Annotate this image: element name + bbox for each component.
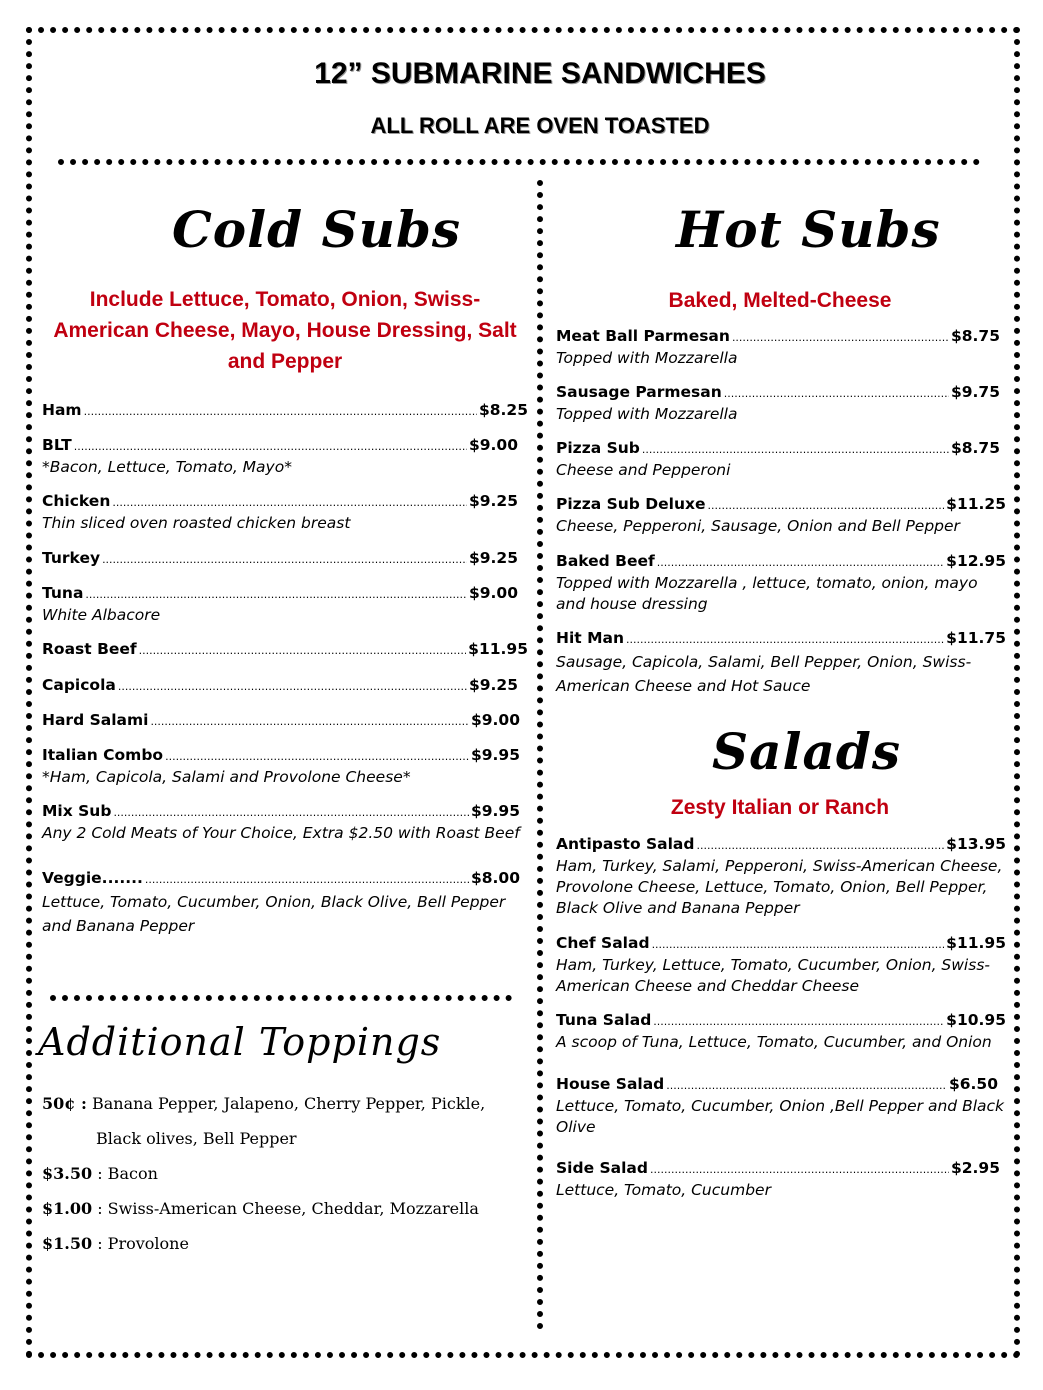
item-price: $11.95 bbox=[468, 640, 528, 658]
leader-dots bbox=[84, 400, 477, 422]
item-price: $13.95 bbox=[946, 835, 1006, 853]
item-name: Chicken bbox=[42, 492, 111, 510]
topping-text: Banana Pepper, Jalapeno, Cherry Pepper, Pickle, bbox=[91, 1094, 486, 1113]
leader-dots bbox=[696, 834, 944, 856]
leader-dots bbox=[652, 933, 945, 955]
leader-dots bbox=[642, 438, 949, 460]
topping-text: : Bacon bbox=[97, 1164, 158, 1183]
cold-item-tuna bbox=[42, 583, 518, 626]
item-price: $11.95 bbox=[946, 934, 1006, 952]
hot-subs-note: Baked, Melted-Cheese bbox=[668, 289, 892, 312]
item-name: BLT bbox=[42, 436, 72, 454]
leader-dots bbox=[708, 494, 945, 516]
leader-dots bbox=[724, 382, 949, 404]
item-name: Roast Beef bbox=[42, 640, 137, 658]
item-name: Veggie....... bbox=[42, 869, 143, 887]
salad-item-antipasto bbox=[556, 834, 1006, 919]
item-desc: Topped with Mozzarella bbox=[556, 405, 738, 423]
item-desc: White Albacore bbox=[42, 606, 161, 624]
item-desc: Ham, Turkey, Lettuce, Tomato, Cucumber, Onion, Swiss-American Cheese and Cheddar Cheese bbox=[556, 956, 990, 995]
item-name: Hard Salami bbox=[42, 711, 149, 729]
cold-item-mix-sub bbox=[42, 801, 520, 844]
column-divider bbox=[537, 180, 543, 1330]
salads-heading: Salads bbox=[712, 722, 902, 781]
item-price: $9.25 bbox=[468, 492, 518, 510]
item-name: Antipasto Salad bbox=[556, 835, 695, 853]
salads-note: Zesty Italian or Ranch bbox=[670, 796, 890, 819]
topping-price: 50¢ : bbox=[42, 1094, 87, 1113]
item-price: $9.25 bbox=[468, 676, 518, 694]
item-name: Tuna bbox=[42, 584, 84, 602]
salad-item-house bbox=[556, 1074, 1005, 1138]
item-desc: Cheese and Pepperoni bbox=[556, 461, 731, 479]
topping-text: : Provolone bbox=[97, 1234, 189, 1253]
item-desc: Ham, Turkey, Salami, Pepperoni, Swiss-American Cheese, Provolone Cheese, Lettuce, Tomato, Onion, Bell Pepper, Black Olive and Banana Pepper bbox=[556, 857, 1003, 917]
item-name: Turkey bbox=[42, 549, 101, 567]
item-desc: A scoop of Tuna, Lettuce, Tomato, Cucumber, and Onion bbox=[556, 1033, 992, 1051]
hot-item-baked-beef bbox=[556, 551, 1006, 615]
topping-row-provolone bbox=[42, 1234, 502, 1253]
item-name: Chef Salad bbox=[556, 934, 650, 952]
item-name: Hit Man bbox=[556, 629, 625, 647]
item-price: $9.95 bbox=[470, 802, 520, 820]
item-desc: Lettuce, Tomato, Cucumber, Onion, Black Olive, Bell Pepper and Banana Pepper bbox=[42, 893, 506, 935]
hot-item-pizza-sub-deluxe bbox=[556, 494, 1006, 537]
header-divider bbox=[58, 159, 980, 165]
item-name: House Salad bbox=[556, 1075, 665, 1093]
cold-subs-heading: Cold Subs bbox=[172, 200, 462, 259]
topping-text: Black olives, Bell Pepper bbox=[96, 1129, 297, 1148]
menu-title: 12” SUBMARINE SANDWICHES bbox=[314, 57, 766, 90]
leader-dots bbox=[145, 868, 469, 890]
leader-dots bbox=[626, 628, 944, 650]
item-price: $11.75 bbox=[946, 629, 1006, 647]
item-price: $9.00 bbox=[468, 584, 518, 602]
item-price: $6.50 bbox=[948, 1075, 998, 1093]
item-name: Pizza Sub bbox=[556, 439, 640, 457]
item-price: $8.75 bbox=[950, 439, 1000, 457]
item-price: $12.95 bbox=[946, 552, 1006, 570]
topping-row-50c bbox=[42, 1094, 502, 1113]
topping-row-50c-cont bbox=[96, 1129, 556, 1148]
item-name: Sausage Parmesan bbox=[556, 383, 722, 401]
toppings-divider bbox=[50, 995, 512, 1001]
item-price: $2.95 bbox=[950, 1159, 1000, 1177]
cold-item-capicola bbox=[42, 675, 518, 697]
leader-dots bbox=[112, 491, 467, 513]
item-desc: *Bacon, Lettuce, Tomato, Mayo* bbox=[42, 458, 292, 476]
item-price: $9.25 bbox=[468, 549, 518, 567]
item-name: Tuna Salad bbox=[556, 1011, 652, 1029]
topping-row-cheese bbox=[42, 1199, 502, 1218]
toppings-heading: Additional Toppings bbox=[38, 1020, 442, 1064]
item-desc: Topped with Mozzarella , lettuce, tomato, onion, mayo and house dressing bbox=[556, 574, 978, 613]
item-desc: Cheese, Pepperoni, Sausage, Onion and Bell Pepper bbox=[556, 517, 960, 535]
item-price: $8.25 bbox=[478, 401, 528, 419]
cold-item-ham bbox=[42, 400, 528, 422]
cold-item-roast-beef bbox=[42, 639, 528, 661]
topping-row-bacon bbox=[42, 1164, 502, 1183]
topping-text: : Swiss-American Cheese, Cheddar, Mozzarella bbox=[97, 1199, 479, 1218]
item-name: Ham bbox=[42, 401, 82, 419]
leader-dots bbox=[139, 639, 467, 661]
cold-item-blt bbox=[42, 435, 518, 478]
hot-subs-heading: Hot Subs bbox=[676, 200, 941, 259]
cold-item-hard-salami bbox=[42, 710, 520, 732]
item-name: Baked Beef bbox=[556, 552, 655, 570]
leader-dots bbox=[666, 1074, 947, 1096]
item-name: Italian Combo bbox=[42, 746, 164, 764]
leader-dots bbox=[113, 801, 469, 823]
item-desc: *Ham, Capicola, Salami and Provolone Cheese* bbox=[42, 768, 411, 786]
item-price: $9.00 bbox=[468, 436, 518, 454]
leader-dots bbox=[85, 583, 467, 605]
item-desc: Lettuce, Tomato, Cucumber, Onion ,Bell Pepper and Black Olive bbox=[556, 1097, 1005, 1136]
cold-item-turkey bbox=[42, 548, 518, 570]
salad-item-side bbox=[556, 1158, 1000, 1201]
topping-price: $1.00 bbox=[42, 1199, 93, 1218]
cold-item-italian-combo bbox=[42, 745, 520, 788]
topping-price: $3.50 bbox=[42, 1164, 93, 1183]
item-price: $8.00 bbox=[470, 869, 520, 887]
leader-dots bbox=[102, 548, 467, 570]
cold-item-veggie bbox=[42, 868, 520, 938]
leader-dots bbox=[165, 745, 469, 767]
item-name: Capicola bbox=[42, 676, 116, 694]
leader-dots bbox=[74, 435, 467, 457]
item-price: $9.95 bbox=[470, 746, 520, 764]
salad-item-tuna bbox=[556, 1010, 1006, 1053]
salad-item-chef bbox=[556, 933, 1006, 997]
item-price: $8.75 bbox=[950, 327, 1000, 345]
leader-dots bbox=[657, 551, 944, 573]
item-desc: Lettuce, Tomato, Cucumber bbox=[556, 1181, 771, 1199]
item-desc: Topped with Mozzarella bbox=[556, 349, 738, 367]
hot-item-sausage-parmesan bbox=[556, 382, 1000, 425]
cold-subs-note: Include Lettuce, Tomato, Onion, Swiss-American Cheese, Mayo, House Dressing, Salt and Pepper bbox=[53, 288, 517, 373]
item-desc: Thin sliced oven roasted chicken breast bbox=[42, 514, 351, 532]
menu-subtitle: ALL ROLL ARE OVEN TOASTED bbox=[370, 113, 710, 138]
hot-item-hit-man bbox=[556, 628, 1006, 698]
cold-item-chicken bbox=[42, 491, 518, 534]
hot-item-pizza-sub bbox=[556, 438, 1000, 481]
item-name: Mix Sub bbox=[42, 802, 112, 820]
leader-dots bbox=[150, 710, 469, 732]
item-desc: Any 2 Cold Meats of Your Choice, Extra $2.50 with Roast Beef bbox=[42, 824, 520, 842]
item-price: $9.00 bbox=[470, 711, 520, 729]
item-name: Pizza Sub Deluxe bbox=[556, 495, 706, 513]
item-price: $10.95 bbox=[946, 1011, 1006, 1029]
item-name: Side Salad bbox=[556, 1159, 648, 1177]
leader-dots bbox=[118, 675, 467, 697]
leader-dots bbox=[653, 1010, 944, 1032]
hot-item-meat-ball-parmesan bbox=[556, 326, 1000, 369]
item-price: $9.75 bbox=[950, 383, 1000, 401]
item-desc: Sausage, Capicola, Salami, Bell Pepper, Onion, Swiss-American Cheese and Hot Sauce bbox=[556, 653, 972, 695]
leader-dots bbox=[732, 326, 949, 348]
leader-dots bbox=[650, 1158, 949, 1180]
topping-price: $1.50 bbox=[42, 1234, 93, 1253]
item-price: $11.25 bbox=[946, 495, 1006, 513]
item-name: Meat Ball Parmesan bbox=[556, 327, 730, 345]
